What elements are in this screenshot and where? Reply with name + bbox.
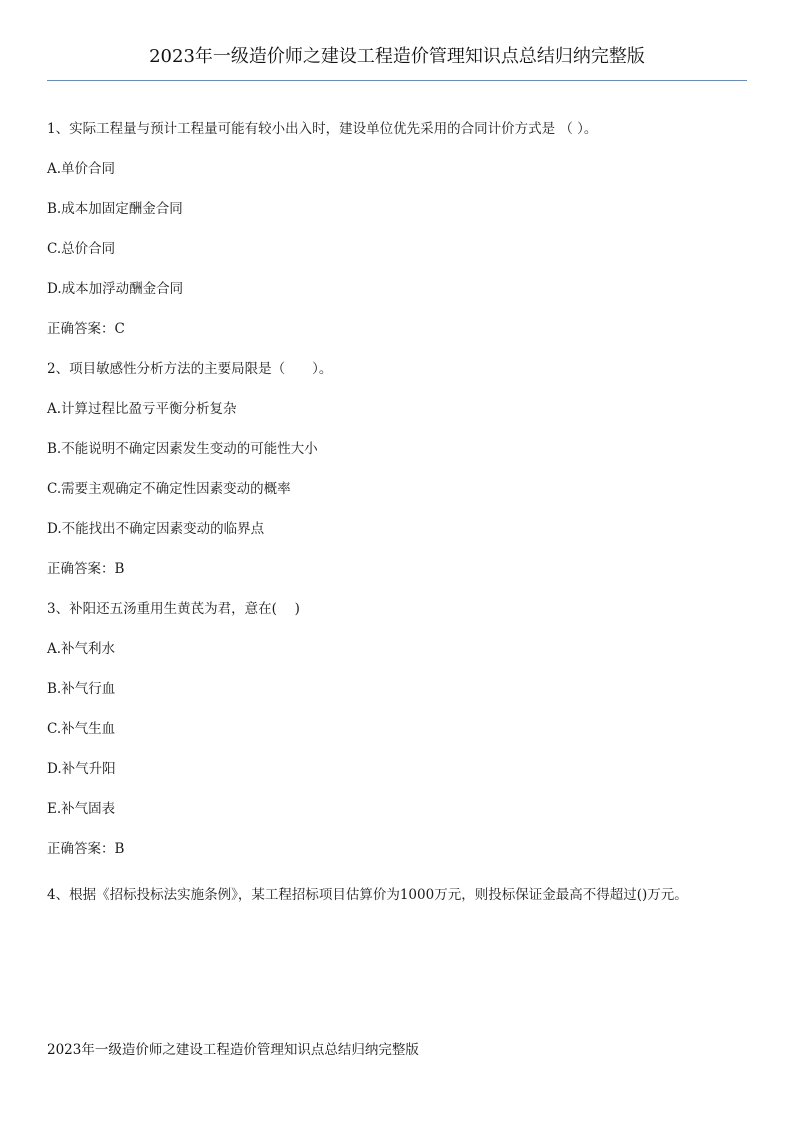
question-1 <box>47 116 747 342</box>
page-footer-title: 2023年一级造价师之建设工程造价管理知识点总结归纳完整版 <box>47 1042 419 1058</box>
question-3-option-b: B.补气行血 <box>47 681 116 697</box>
question-1-answer: 正确答案：C <box>47 321 125 337</box>
header-divider <box>47 80 747 81</box>
question-2-option-c: C.需要主观确定不确定性因素变动的概率 <box>47 481 291 497</box>
question-3 <box>47 596 747 862</box>
question-2-option-b: B.不能说明不确定因素发生变动的可能性大小 <box>47 441 318 457</box>
question-2-option-a: A.计算过程比盈亏平衡分析复杂 <box>47 401 237 417</box>
question-2 <box>47 356 747 582</box>
page-header-title: 2023年一级造价师之建设工程造价管理知识点总结归纳完整版 <box>149 46 645 67</box>
question-3-text: 3、补阳还五汤重用生黄芪为君，意在( ) <box>47 601 300 617</box>
question-4-text: 4、根据《招标投标法实施条例》，某工程招标项目估算价为1000万元，则投标保证金最高不得超过()万元。 <box>47 887 688 903</box>
question-2-text: 2、项目敏感性分析方法的主要局限是（ ）。 <box>47 361 333 377</box>
question-1-option-d: D.成本加浮动酬金合同 <box>47 281 184 297</box>
document-body <box>47 116 747 914</box>
question-4 <box>47 876 747 914</box>
question-3-option-c: C.补气生血 <box>47 721 116 737</box>
question-1-text: 1、实际工程量与预计工程量可能有较小出入时，建设单位优先采用的合同计价方式是 （ ）。 <box>47 121 598 137</box>
question-3-option-a: A.补气利水 <box>47 641 116 657</box>
question-1-option-b: B.成本加固定酬金合同 <box>47 201 183 217</box>
question-2-option-d: D.不能找出不确定因素变动的临界点 <box>47 521 265 537</box>
question-1-option-c: C.总价合同 <box>47 241 116 257</box>
question-3-answer: 正确答案：B <box>47 841 125 857</box>
question-3-option-d: D.补气升阳 <box>47 761 116 777</box>
question-3-option-e: E.补气固表 <box>47 801 116 817</box>
question-1-option-a: A.单价合同 <box>47 161 116 177</box>
question-2-answer: 正确答案：B <box>47 561 125 577</box>
